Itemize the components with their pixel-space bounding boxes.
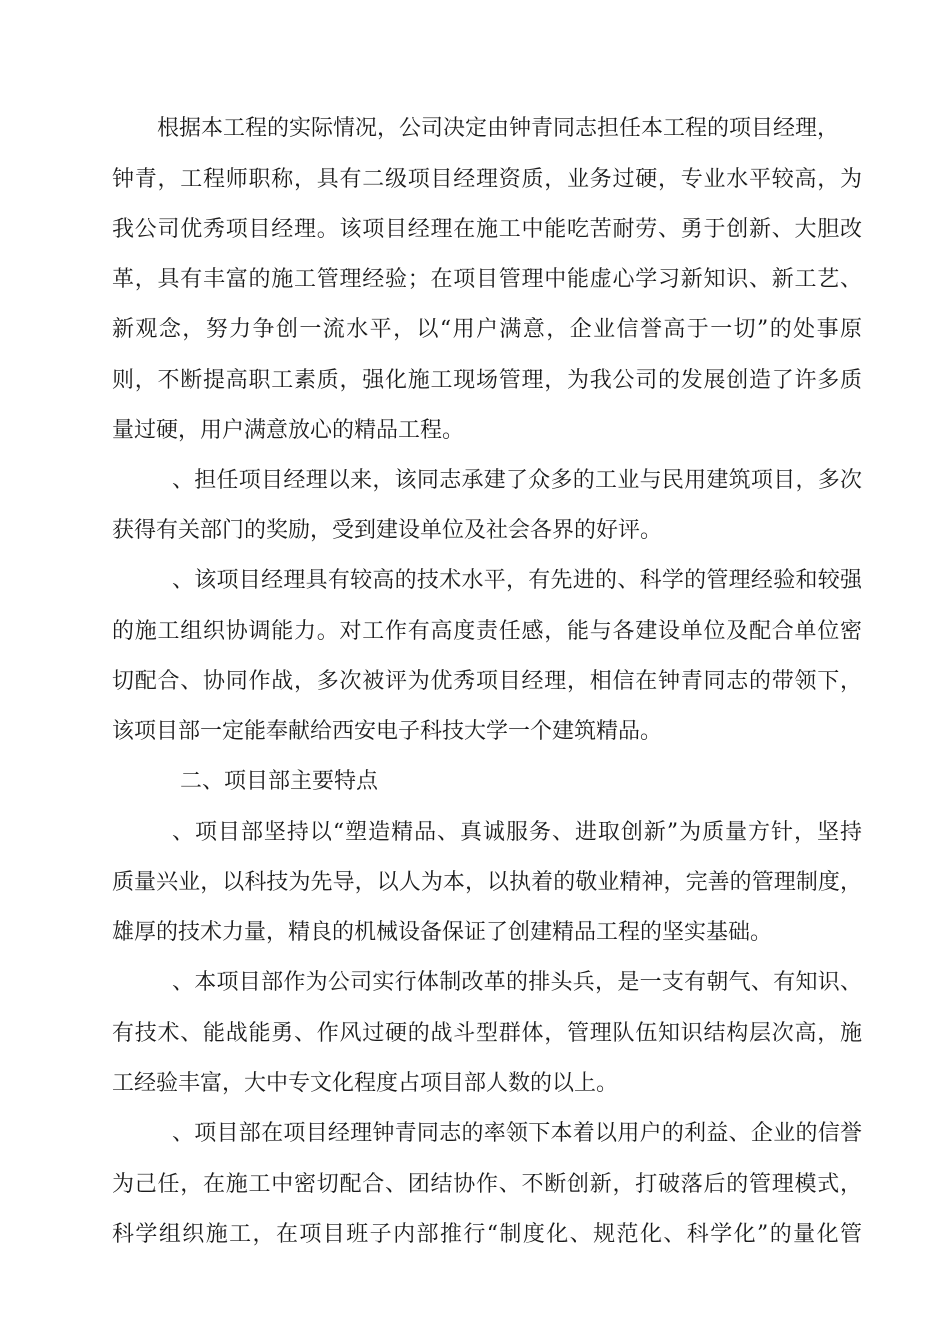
paragraph-1-line-4: 革，具有丰富的施工管理经验；在项目管理中能虚心学习新知识、新工艺、 bbox=[112, 267, 862, 292]
paragraph-5-line-3: 工经验丰富，大中专文化程度占项目部人数的以上。 bbox=[112, 1071, 619, 1096]
paragraph-4-line-3: 雄厚的技术力量，精良的机械设备保证了创建精品工程的坚实基础。 bbox=[112, 920, 773, 945]
paragraph-3-line-3: 切配合、协同作战，多次被评为优秀项目经理，相信在钟青同志的带领下， bbox=[112, 669, 862, 694]
paragraph-1-line-1: 根据本工程的实际情况，公司决定由钟青同志担任本工程的项目经理， bbox=[157, 116, 840, 141]
paragraph-3-line-1: 、该项目经理具有较高的技术水平，有先进的、科学的管理经验和较强 bbox=[172, 568, 862, 593]
section-heading: 二、项目部主要特点 bbox=[180, 769, 379, 794]
paragraph-1-line-5: 新观念，努力争创一流水平，以“用户满意，企业信誉高于一切”的处事原 bbox=[112, 317, 862, 342]
paragraph-1-line-6: 则，不断提高职工素质，强化施工现场管理，为我公司的发展创造了许多质 bbox=[112, 368, 862, 393]
paragraph-1-line-7: 量过硬，用户满意放心的精品工程。 bbox=[112, 418, 465, 443]
paragraph-6-line-1: 、项目部在项目经理钟青同志的率领下本着以用户的利益、企业的信誉 bbox=[172, 1121, 862, 1146]
paragraph-1-line-3: 我公司优秀项目经理。该项目经理在施工中能吃苦耐劳、勇于创新、大胆改 bbox=[112, 217, 862, 242]
paragraph-3-line-2: 的施工组织协调能力。对工作有高度责任感，能与各建设单位及配合单位密 bbox=[112, 619, 862, 644]
paragraph-5-line-1: 、本项目部作为公司实行体制改革的排头兵，是一支有朝气、有知识、 bbox=[172, 970, 862, 995]
paragraph-3-line-4: 该项目部一定能奉献给西安电子科技大学一个建筑精品。 bbox=[112, 719, 663, 744]
paragraph-6-line-3: 科学组织施工，在项目班子内部推行“制度化、规范化、科学化”的量化管 bbox=[112, 1222, 862, 1247]
paragraph-2-line-2: 获得有关部门的奖励，受到建设单位及社会各界的好评。 bbox=[112, 518, 663, 543]
paragraph-2-line-1: 、担任项目经理以来，该同志承建了众多的工业与民用建筑项目，多次 bbox=[172, 468, 862, 493]
paragraph-6-line-2: 为己任，在施工中密切配合、团结协作、不断创新，打破落后的管理模式， bbox=[112, 1172, 862, 1197]
paragraph-4-line-2: 质量兴业，以科技为先导，以人为本，以执着的敬业精神，完善的管理制度， bbox=[112, 870, 862, 895]
paragraph-5-line-2: 有技术、能战能勇、作风过硬的战斗型群体，管理队伍知识结构层次高，施 bbox=[112, 1021, 862, 1046]
paragraph-4-line-1: 、项目部坚持以“塑造精品、真诚服务、进取创新”为质量方针，坚持 bbox=[172, 820, 862, 845]
paragraph-1-line-2: 钟青，工程师职称，具有二级项目经理资质，业务过硬，专业水平较高，为 bbox=[112, 167, 862, 192]
